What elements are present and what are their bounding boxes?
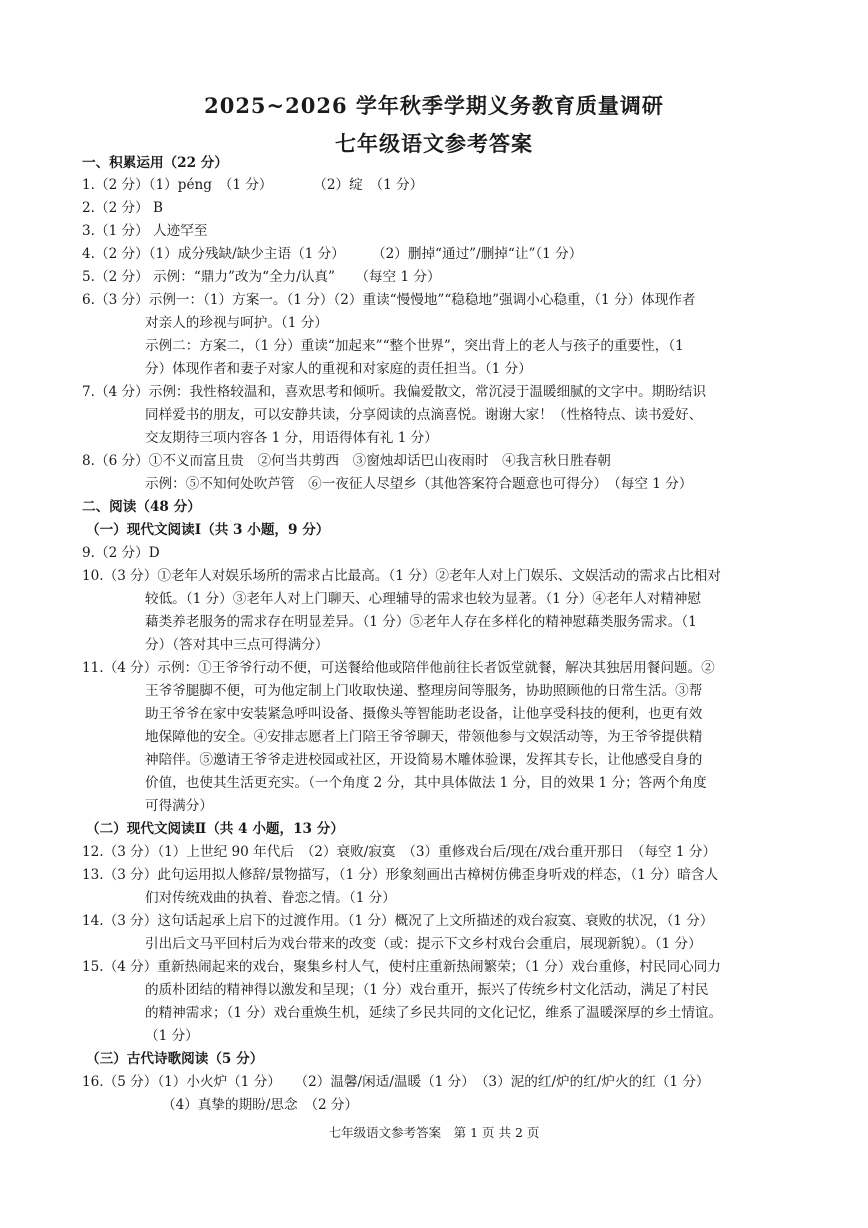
answer-line: 16.（5 分）（1）小火炉（1 分） （2）温馨/闲适/温暖（1 分） （3）泥的红/炉的红/炉火的红（1 分）	[82, 1074, 710, 1090]
document-subtitle: 七年级语文参考答案	[335, 131, 533, 156]
answer-line: 王爷爷腿脚不便，可为他定制上门收取快递、整理房间等服务，协助照顾他的日常生活。③帮	[145, 683, 703, 699]
answer-line: 4.（2 分）（1）成分残缺/缺少主语（1 分） （2）删掉“通过”/删掉“让”（1 分）	[82, 246, 583, 262]
answer-line: 分）体现作者和妻子对家人的重视和对家庭的责任担当。（1 分）	[145, 361, 532, 377]
answer-line: 的精神需求；（1 分）戏台重焕生机，延续了乡民共同的文化记忆，维系了温暖深厚的乡土情谊。	[145, 1005, 723, 1021]
answer-line: （4）真挚的期盼/思念 （2 分）	[162, 1097, 359, 1113]
subsection-heading: （一）现代文阅读Ⅰ（共 3 小题，9 分）	[86, 522, 330, 538]
answer-line: 12.（3 分）（1）上世纪 90 年代后 （2）衰败/寂寞 （3）重修戏台后/现在/戏台重开那日 （每空 1 分）	[82, 844, 717, 860]
answer-line: 11.（4 分）示例：①王爷爷行动不便，可送餐给他或陪伴他前往长者饭堂就餐，解决其独居用餐问题。②	[82, 660, 715, 676]
answer-line: 交友期待三项内容各 1 分，用语得体有礼 1 分）	[145, 430, 438, 446]
page-footer: 七年级语文参考答案 第 1 页 共 2 页	[328, 1125, 540, 1140]
subsection-heading: （二）现代文阅读Ⅱ（共 4 小题，13 分）	[86, 821, 344, 837]
section-heading: 一、积累运用（22 分）	[82, 155, 228, 171]
answer-line: 对亲人的珍视与呵护。（1 分）	[145, 315, 328, 331]
answer-line: 藉类养老服务的需求存在明显差异。（1 分）⑤老年人存在多样化的精神慰藉类服务需求。（1	[145, 614, 697, 630]
answer-line: 5.（2 分） 示例：“鼎力”改为“全力/认真” （每空 1 分）	[82, 269, 441, 285]
answer-line: 较低。（1 分）③老年人对上门聊天、心理辅导的需求也较为显著。（1 分）④老年人对精神慰	[145, 591, 702, 607]
answer-line: 可得满分）	[145, 798, 213, 814]
section-heading: 二、阅读（48 分）	[82, 499, 201, 515]
answer-line: 9.（2 分）D	[82, 545, 160, 561]
answer-line: 价值，也使其生活更充实。（一个角度 2 分，其中具体做法 1 分，目的效果 1 分；答两个角度	[145, 775, 707, 791]
answer-line: 6.（3 分）示例一：（1）方案一。（1 分）（2）重读“慢慢地”“稳稳地”强调小心稳重，（1 分）体现作者	[82, 292, 696, 308]
answer-line: 地保障他的安全。④安排志愿者上门陪王爷爷聊天，带领他参与文娱活动等，为王爷爷提供精	[145, 729, 703, 745]
answer-line: 示例二：方案二，（1 分）重读“加起来”“整个世界”，突出背上的老人与孩子的重要性，（1	[145, 338, 684, 354]
answer-line: 3.（1 分） 人迹罕至	[82, 223, 208, 239]
answer-line: 同样爱书的朋友，可以安静共读，分享阅读的点滴喜悦。谢谢大家！（性格特点、读书爱好、	[145, 407, 703, 423]
answer-line: 14.（3 分）这句话起承上启下的过渡作用。（1 分）概况了上文所描述的戏台寂寞、衰败的状况，（1 分）	[82, 913, 714, 929]
answer-line: 们对传统戏曲的执着、眷恋之情。（1 分）	[145, 890, 396, 906]
document-title: 2025~2026 学年秋季学期义务教育质量调研	[204, 93, 664, 118]
answer-line: （1 分）	[145, 1028, 199, 1044]
answer-line: 引出后文马平回村后为戏台带来的改变（或：提示下文乡村戏台会重启，展现新貌）。（1 分）	[145, 936, 702, 952]
answer-line: 的质朴团结的精神得以激发和呈现；（1 分）戏台重开，振兴了传统乡村文化活动，满足了村民	[145, 982, 709, 998]
subsection-heading: （三）古代诗歌阅读（5 分）	[86, 1051, 264, 1067]
answer-line: 10.（3 分）①老年人对娱乐场所的需求占比最高。（1 分）②老年人对上门娱乐、文娱活动的需求占比相对	[82, 568, 721, 584]
answer-line: 分）（答对其中三点可得满分）	[145, 637, 329, 653]
answer-line: 1.（2 分）（1）péng （1 分） （2）绽 （1 分）	[82, 177, 424, 193]
answer-line: 8.（6 分）①不义而富且贵 ②何当共剪西 ③窗烛却话巴山夜雨时 ④我言秋日胜春朝	[82, 453, 611, 469]
answer-line: 7.（4 分）示例：我性格较温和，喜欢思考和倾听。我偏爱散文，常沉浸于温暖细腻的文字中。期盼结识	[82, 384, 707, 400]
answer-line: 助王爷爷在家中安装紧急呼叫设备、摄像头等智能助老设备，让他享受科技的便利，也更有效	[145, 706, 703, 722]
answer-line: 15.（4 分）重新热闹起来的戏台，聚集乡村人气，使村庄重新热闹繁荣；（1 分）戏台重修，村民同心同力	[82, 959, 721, 975]
answer-line: 神陪伴。⑤邀请王爷爷走进校园或社区，开设简易木雕体验课，发挥其专长，让他感受自身的	[145, 752, 703, 768]
answer-line: 示例：⑤不知何处吹芦管 ⑥一夜征人尽望乡（其他答案符合题意也可得分） （每空 1 分）	[145, 476, 693, 492]
answer-line: 2.（2 分） B	[82, 200, 164, 216]
answer-line: 13.（3 分）此句运用拟人修辞/景物描写，（1 分）形象刻画出古樟树仿佛歪身听戏的样态，（1 分）暗含人	[82, 867, 719, 883]
